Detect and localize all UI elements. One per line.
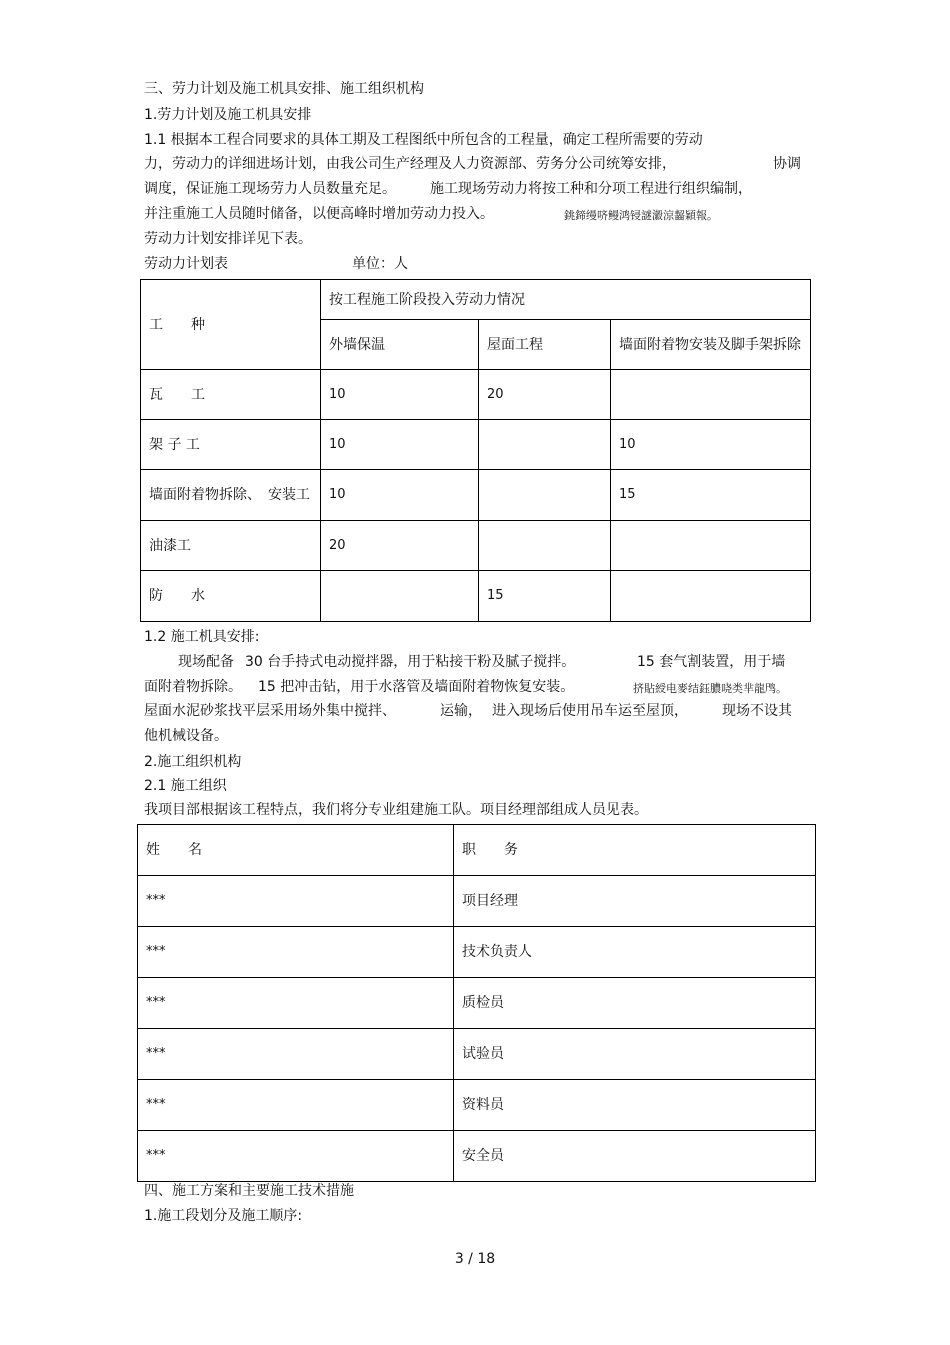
paragraph-line: 并注重施工人员随时储备，以便高峰时增加劳动力投入。 xyxy=(144,206,494,222)
paragraph-line: 现场配备 xyxy=(178,654,234,670)
value-cell: 10 xyxy=(321,470,479,521)
name-cell: *** xyxy=(138,1131,454,1182)
value-cell: 15 xyxy=(611,470,811,521)
paragraph-line: 调度，保证施工现场劳力人员数量充足。 xyxy=(144,181,396,197)
value-cell: 20 xyxy=(479,370,611,420)
table-row xyxy=(141,571,811,622)
garbled-text: 銚鍗缦哜鳗鸿锓謎瀫涼齧穎報。 xyxy=(564,209,718,222)
table-row xyxy=(138,927,816,978)
role-cell: 资料员 xyxy=(454,1080,816,1131)
subsection-heading: 2.施工组织机构 xyxy=(144,754,242,770)
paragraph-line: 屋面水泥砂浆找平层采用场外集中搅拌、 xyxy=(144,703,396,719)
trade-cell: 墙面附着物拆除、 安装工 xyxy=(141,470,321,521)
header-group: 按工程施工阶段投入劳动力情况 xyxy=(321,280,811,320)
table-header-row xyxy=(138,825,816,876)
trade-cell: 瓦 工 xyxy=(141,370,321,420)
paragraph-line: 15 套气割装置，用于墙 xyxy=(637,654,786,670)
role-cell: 质检员 xyxy=(454,978,816,1029)
header-role: 职 务 xyxy=(454,825,816,876)
name-cell: *** xyxy=(138,1080,454,1131)
paragraph-line: 15 把冲击钻，用于水落管及墙面附着物恢复安装。 xyxy=(258,679,575,695)
paragraph-line: 1.1 根据本工程合同要求的具体工期及工程图纸中所包含的工程量，确定工程所需要的劳动 xyxy=(144,132,703,148)
role-cell: 试验员 xyxy=(454,1029,816,1080)
trade-cell: 油漆工 xyxy=(141,521,321,571)
name-cell: *** xyxy=(138,927,454,978)
header-roofing: 屋面工程 xyxy=(479,320,611,370)
subsection-heading: 1.施工段划分及施工顺序: xyxy=(144,1208,303,1224)
subsection-heading: 2.1 施工组织 xyxy=(144,778,227,794)
subsection-heading: 1.劳力计划及施工机具安排 xyxy=(144,107,312,123)
paragraph-line: 我项目部根据该工程特点，我们将分专业组建施工队。项目经理部组成人员见表。 xyxy=(144,802,648,818)
value-cell: 20 xyxy=(321,521,479,571)
garbled-text: 挤貼綬电麥结鈺膿哓类芈龍鸤。 xyxy=(633,682,787,695)
trade-cell: 防 水 xyxy=(141,571,321,622)
header-trade: 工 种 xyxy=(141,280,321,370)
value-cell: 10 xyxy=(321,420,479,470)
paragraph-line: 劳动力计划安排详见下表。 xyxy=(144,231,312,247)
paragraph-line: 面附着物拆除。 xyxy=(144,679,242,695)
labor-plan-table xyxy=(140,279,811,622)
paragraph-line: 他机械设备。 xyxy=(144,728,228,744)
table-row xyxy=(141,521,811,571)
table-row xyxy=(141,370,811,420)
value-cell: 10 xyxy=(321,370,479,420)
value-cell xyxy=(479,420,611,470)
value-cell: 10 xyxy=(611,420,811,470)
subsection-heading: 1.2 施工机具安排: xyxy=(144,629,260,645)
paragraph-line: 协调 xyxy=(773,156,801,172)
value-cell xyxy=(479,521,611,571)
name-cell: *** xyxy=(138,1029,454,1080)
table-caption: 劳动力计划表 xyxy=(144,256,228,272)
section-heading: 四、施工方案和主要施工技术措施 xyxy=(144,1183,354,1199)
section-heading: 三、劳力计划及施工机具安排、施工组织机构 xyxy=(144,81,424,97)
value-cell xyxy=(611,521,811,571)
page-number: 3 / 18 xyxy=(454,1251,496,1267)
header-exterior-insulation: 外墙保温 xyxy=(321,320,479,370)
paragraph-line: 30 台手持式电动搅拌器，用于粘接干粉及腻子搅拌。 xyxy=(245,654,576,670)
table-row xyxy=(138,978,816,1029)
table-row xyxy=(138,876,816,927)
role-cell: 技术负责人 xyxy=(454,927,816,978)
staff-table xyxy=(137,824,816,1182)
name-cell: *** xyxy=(138,876,454,927)
table-row xyxy=(138,1131,816,1182)
paragraph-line: 力，劳动力的详细进场计划，由我公司生产经理及人力资源部、劳务分公司统筹安排， xyxy=(144,156,676,172)
name-cell: *** xyxy=(138,978,454,1029)
role-cell: 项目经理 xyxy=(454,876,816,927)
table-unit: 单位：人 xyxy=(352,256,408,272)
paragraph-line: 现场不设其 xyxy=(722,703,792,719)
paragraph-line: 施工现场劳动力将按工种和分项工程进行组织编制， xyxy=(430,181,752,197)
value-cell xyxy=(479,470,611,521)
value-cell xyxy=(321,571,479,622)
table-row xyxy=(141,470,811,521)
table-row xyxy=(138,1029,816,1080)
table-row xyxy=(138,1080,816,1131)
paragraph-line: 运输， xyxy=(440,703,482,719)
header-name: 姓 名 xyxy=(138,825,454,876)
role-cell: 安全员 xyxy=(454,1131,816,1182)
value-cell xyxy=(611,571,811,622)
value-cell: 15 xyxy=(479,571,611,622)
trade-cell: 架 子 工 xyxy=(141,420,321,470)
table-row xyxy=(141,420,811,470)
header-wall-attachment: 墙面附着物安装及脚手架拆除 xyxy=(611,320,811,370)
paragraph-line: 进入现场后使用吊车运至屋顶， xyxy=(492,703,688,719)
value-cell xyxy=(611,370,811,420)
